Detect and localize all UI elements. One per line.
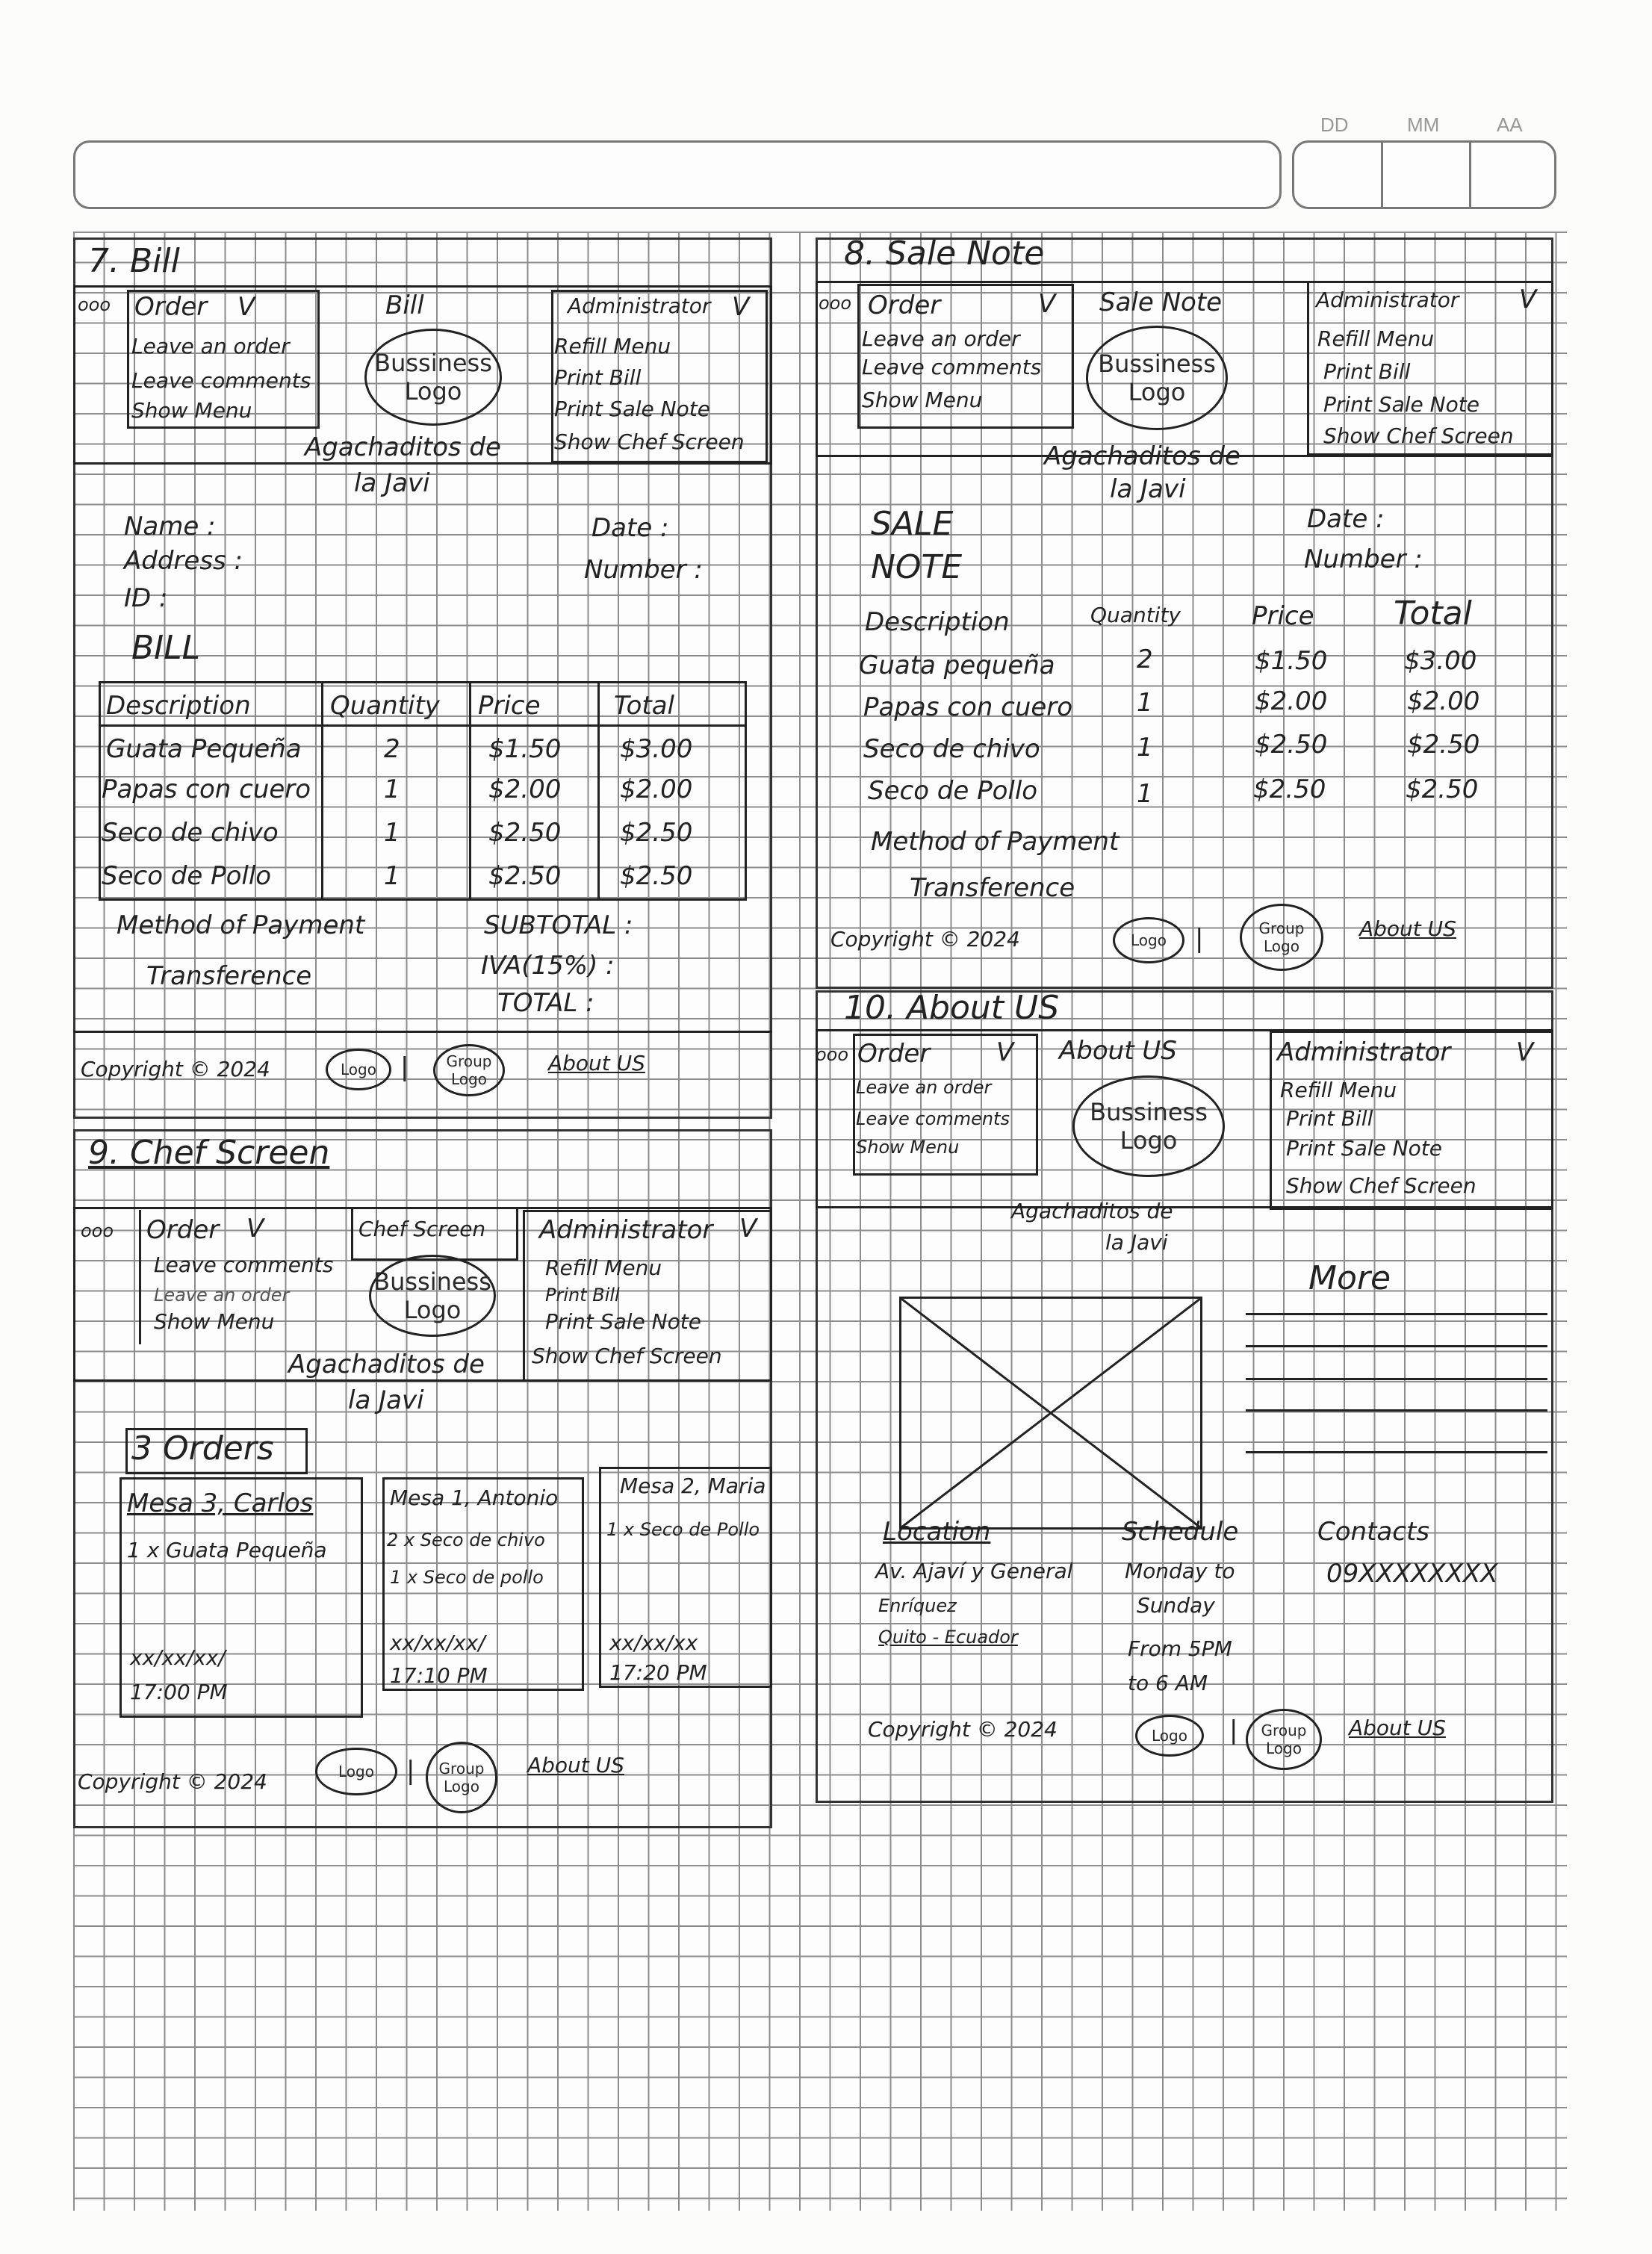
sale-note-payment-value: Transference xyxy=(910,873,1075,903)
sale-note-col-total: Total xyxy=(1394,594,1472,633)
table-row: $2.50 xyxy=(1253,774,1326,804)
bill-show-chef-screen[interactable]: Show Chef Screen xyxy=(554,429,745,454)
date-dd-label: DD xyxy=(1320,114,1349,136)
about-menu-icon[interactable]: ooo xyxy=(816,1044,849,1065)
table-row: $2.50 xyxy=(620,861,693,891)
chef-restaurant-name-2: la Javi xyxy=(348,1385,424,1415)
order-date: xx/xx/xx xyxy=(609,1630,698,1655)
about-show-chef-screen[interactable]: Show Chef Screen xyxy=(1286,1173,1476,1198)
about-section-title: 10. About US xyxy=(844,989,1060,1027)
date-aa-label: AA xyxy=(1497,114,1523,136)
about-screen-name: About US xyxy=(1059,1036,1177,1066)
bill-heading: BILL xyxy=(131,629,201,667)
about-phone: 09XXXXXXXX xyxy=(1326,1559,1498,1589)
about-footer-separator: | xyxy=(1229,1716,1238,1745)
sale-note-show-menu[interactable]: Show Menu xyxy=(862,388,983,412)
chef-menu-icon[interactable]: ooo xyxy=(81,1220,114,1241)
table-row: 1 xyxy=(1137,733,1153,763)
table-row: Guata Pequeña xyxy=(106,734,302,764)
sale-note-heading-1: SALE xyxy=(871,505,954,543)
table-row: $2.00 xyxy=(1255,686,1328,716)
about-location-label: Location xyxy=(883,1517,991,1547)
order-date: xx/xx/xx/ xyxy=(130,1645,226,1670)
bill-order-label[interactable]: Order xyxy=(134,292,208,322)
chef-orders-count: 3 Orders xyxy=(131,1429,274,1468)
table-row: $2.00 xyxy=(620,774,693,804)
table-row: Seco de Pollo xyxy=(868,776,1038,806)
table-row: 1 xyxy=(384,861,400,891)
image-placeholder-cross xyxy=(901,1299,1200,1527)
bill-refill-menu[interactable]: Refill Menu xyxy=(554,334,671,358)
bill-print-sale-note[interactable]: Print Sale Note xyxy=(554,397,710,421)
order-table: Mesa 1, Antonio xyxy=(390,1485,559,1510)
order-date: xx/xx/xx/ xyxy=(390,1630,485,1655)
sale-note-about-link[interactable]: About US xyxy=(1359,916,1456,941)
bill-name-label: Name : xyxy=(124,512,216,541)
sale-note-col-description: Description xyxy=(865,607,1010,637)
bill-table-header-line xyxy=(99,724,747,727)
bill-iva: IVA(15%) : xyxy=(481,951,615,981)
table-row: 2 xyxy=(384,734,400,764)
order-time: 17:00 PM xyxy=(130,1680,228,1704)
order-item: 1 x Seco de pollo xyxy=(390,1567,544,1588)
sale-note-print-bill[interactable]: Print Bill xyxy=(1323,359,1411,384)
about-footer-group-logo: Group Logo xyxy=(1246,1709,1322,1770)
about-restaurant-name-1: Agachaditos de xyxy=(1011,1199,1173,1223)
table-row: 1 xyxy=(384,774,400,804)
about-schedule-4: to 6 AM xyxy=(1128,1671,1208,1695)
chevron-down-icon[interactable]: V xyxy=(246,1214,264,1244)
about-location-3: Quito - Ecuador xyxy=(878,1627,1018,1648)
order-item: 1 x Seco de Pollo xyxy=(606,1519,760,1540)
order-item: 1 x Guata Pequeña xyxy=(127,1538,327,1562)
about-show-menu[interactable]: Show Menu xyxy=(856,1137,960,1158)
sale-note-footer-separator: | xyxy=(1195,924,1204,954)
bill-table-col-1 xyxy=(321,681,323,901)
order-table: Mesa 2, Maria xyxy=(620,1474,766,1498)
chef-refill-menu[interactable]: Refill Menu xyxy=(545,1255,662,1280)
sale-note-business-logo: Bussiness Logo xyxy=(1086,326,1228,430)
sale-note-heading-2: NOTE xyxy=(871,548,963,586)
about-location-1: Av. Ajaví y General xyxy=(875,1559,1073,1583)
bill-table-col-2 xyxy=(469,681,471,901)
table-row: $2.50 xyxy=(1255,730,1328,760)
sale-note-col-price: Price xyxy=(1252,601,1314,631)
bill-leave-order[interactable]: Leave an order xyxy=(131,334,290,358)
about-more-lines xyxy=(1246,1313,1547,1453)
bill-total: TOTAL : xyxy=(497,988,594,1018)
more-line xyxy=(1246,1409,1547,1412)
bill-section-title: 7. Bill xyxy=(88,242,180,280)
table-row: 1 xyxy=(1137,688,1153,718)
bill-business-logo: Bussiness Logo xyxy=(364,329,502,426)
about-schedule-2: Sunday xyxy=(1137,1593,1215,1618)
chef-footer-logo: Logo xyxy=(315,1748,397,1795)
sale-note-restaurant-name-1: Agachaditos de xyxy=(1044,441,1240,471)
chef-restaurant-name-1: Agachaditos de xyxy=(288,1350,485,1379)
chevron-down-icon[interactable]: V xyxy=(1038,289,1056,319)
more-line xyxy=(1246,1378,1547,1380)
bill-print-bill[interactable]: Print Bill xyxy=(554,365,642,390)
chef-show-chef-screen[interactable]: Show Chef Screen xyxy=(532,1344,722,1368)
bill-footer-group-logo: Group Logo xyxy=(433,1044,505,1096)
bill-admin-label[interactable]: Administrator xyxy=(568,294,711,318)
about-schedule-label: Schedule xyxy=(1122,1517,1239,1547)
about-schedule-3: From 5PM xyxy=(1128,1636,1232,1661)
about-admin-label[interactable]: Administrator xyxy=(1277,1037,1451,1067)
sale-note-restaurant-name-2: la Javi xyxy=(1110,474,1186,504)
bill-col-price: Price xyxy=(478,691,541,721)
bill-copyright: Copyright © 2024 xyxy=(81,1057,270,1081)
about-about-link[interactable]: About US xyxy=(1349,1716,1446,1740)
bill-col-description: Description xyxy=(106,691,251,721)
sale-note-number-label: Number : xyxy=(1304,544,1423,574)
bill-about-link[interactable]: About US xyxy=(548,1051,645,1075)
bill-date-label: Date : xyxy=(591,513,669,543)
sale-note-screen-name: Sale Note xyxy=(1099,288,1223,317)
table-row: 2 xyxy=(1137,645,1153,674)
table-row: $2.50 xyxy=(488,818,562,848)
chef-copyright: Copyright © 2024 xyxy=(78,1769,267,1794)
chevron-down-icon[interactable]: V xyxy=(739,1214,757,1244)
bill-col-total: Total xyxy=(614,691,674,721)
bill-number-label: Number : xyxy=(584,555,703,585)
chef-screen-name: Chef Screen xyxy=(358,1217,486,1241)
about-contacts-label: Contacts xyxy=(1317,1517,1429,1547)
chef-footer-separator: | xyxy=(406,1756,415,1786)
table-row: 1 xyxy=(1137,779,1153,809)
sale-note-admin-label[interactable]: Administrator xyxy=(1316,288,1459,312)
bill-footer-logo: Logo xyxy=(326,1049,391,1090)
table-row: Papas con cuero xyxy=(102,774,311,804)
name-field[interactable] xyxy=(73,140,1282,209)
table-row: $2.50 xyxy=(620,818,693,848)
table-row: Seco de chivo xyxy=(102,818,279,848)
date-divider-2 xyxy=(1469,143,1471,207)
date-mm-label: MM xyxy=(1407,114,1440,136)
sale-note-leave-order[interactable]: Leave an order xyxy=(862,326,1020,351)
table-row: $1.50 xyxy=(488,734,562,764)
about-location-2: Enríquez xyxy=(878,1595,957,1616)
sale-note-payment-label: Method of Payment xyxy=(871,827,1120,857)
bill-screen-name: Bill xyxy=(385,291,424,320)
chef-order-dropdown-edge xyxy=(139,1210,141,1344)
about-business-logo: Bussiness Logo xyxy=(1072,1075,1225,1177)
bill-leave-comments[interactable]: Leave comments xyxy=(131,368,311,393)
chef-leave-order[interactable]: Leave an order xyxy=(154,1285,290,1305)
table-row: $3.00 xyxy=(620,734,693,764)
about-schedule-1: Monday to xyxy=(1125,1559,1235,1583)
bill-footer-separator: | xyxy=(400,1052,409,1082)
bill-address-label: Address : xyxy=(124,546,243,576)
sale-note-refill-menu[interactable]: Refill Menu xyxy=(1317,326,1435,351)
table-row: $2.50 xyxy=(1407,730,1480,760)
bill-restaurant-name-2: la Javi xyxy=(354,468,430,498)
bill-subtotal: SUBTOTAL : xyxy=(484,910,633,940)
chef-about-link[interactable]: About US xyxy=(527,1753,624,1778)
sale-note-section-title: 8. Sale Note xyxy=(844,235,1045,273)
chef-print-sale-note[interactable]: Print Sale Note xyxy=(545,1309,701,1334)
about-leave-order[interactable]: Leave an order xyxy=(856,1077,992,1098)
order-item: 2 x Seco de chivo xyxy=(387,1530,545,1550)
sale-note-footer-group-logo: Group Logo xyxy=(1240,904,1323,971)
chef-print-bill[interactable]: Print Bill xyxy=(545,1285,620,1305)
table-row: 1 xyxy=(384,818,400,848)
bill-table-col-3 xyxy=(597,681,600,901)
table-row: $2.50 xyxy=(1406,774,1479,804)
chef-business-logo: Bussiness Logo xyxy=(369,1255,496,1337)
chef-section-title: 9. Chef Screen xyxy=(88,1134,330,1172)
chef-admin-label[interactable]: Administrator xyxy=(539,1215,713,1245)
about-refill-menu[interactable]: Refill Menu xyxy=(1280,1078,1397,1102)
chevron-down-icon[interactable]: V xyxy=(237,292,255,322)
about-print-sale-note[interactable]: Print Sale Note xyxy=(1286,1136,1442,1161)
table-row: Guata pequeña xyxy=(859,651,1055,680)
chevron-down-icon[interactable]: V xyxy=(1519,285,1537,314)
order-time: 17:20 PM xyxy=(609,1660,707,1685)
bill-id-label: ID : xyxy=(124,583,168,613)
chef-footer-group-logo: Group Logo xyxy=(426,1742,497,1813)
bill-restaurant-name-1: Agachaditos de xyxy=(305,432,501,462)
sale-note-show-chef-screen[interactable]: Show Chef Screen xyxy=(1323,423,1514,448)
date-field[interactable] xyxy=(1292,140,1556,209)
about-copyright: Copyright © 2024 xyxy=(868,1717,1058,1742)
about-footer-logo: Logo xyxy=(1135,1715,1204,1757)
table-row: Papas con cuero xyxy=(863,692,1073,722)
table-row: Seco de Pollo xyxy=(102,861,272,891)
bill-payment-label: Method of Payment xyxy=(117,910,365,940)
about-image-placeholder xyxy=(899,1297,1202,1530)
chevron-down-icon[interactable]: V xyxy=(1516,1037,1534,1067)
table-row: $2.00 xyxy=(488,774,562,804)
sale-note-print-sale-note[interactable]: Print Sale Note xyxy=(1323,392,1479,417)
bill-payment-value: Transference xyxy=(146,961,312,991)
table-row: $2.50 xyxy=(488,861,562,891)
chef-show-menu[interactable]: Show Menu xyxy=(154,1309,275,1334)
table-row: Seco de chivo xyxy=(863,734,1040,764)
chef-leave-comments[interactable]: Leave comments xyxy=(154,1252,334,1277)
sale-note-date-label: Date : xyxy=(1307,504,1385,534)
about-order-label[interactable]: Order xyxy=(857,1039,931,1069)
sale-note-menu-icon[interactable]: ooo xyxy=(819,293,852,314)
chef-order-label[interactable]: Order xyxy=(146,1215,220,1245)
sale-note-footer-logo: Logo xyxy=(1113,917,1184,963)
about-leave-comments[interactable]: Leave comments xyxy=(856,1108,1010,1129)
chevron-down-icon[interactable]: V xyxy=(996,1037,1014,1067)
more-line xyxy=(1246,1345,1547,1347)
bill-col-quantity: Quantity xyxy=(330,691,440,721)
table-row: $3.00 xyxy=(1404,646,1477,676)
bill-show-menu[interactable]: Show Menu xyxy=(131,398,252,423)
table-row: $2.00 xyxy=(1407,686,1480,716)
table-row: $1.50 xyxy=(1255,646,1328,676)
about-print-bill[interactable]: Print Bill xyxy=(1286,1106,1373,1131)
chevron-down-icon[interactable]: V xyxy=(732,292,750,322)
sale-note-order-label[interactable]: Order xyxy=(868,291,941,320)
bill-footer-line xyxy=(73,1031,772,1033)
about-more-heading: More xyxy=(1308,1259,1391,1297)
sale-note-copyright: Copyright © 2024 xyxy=(830,927,1020,951)
bill-menu-icon[interactable]: ooo xyxy=(78,294,111,315)
about-restaurant-name-2: la Javi xyxy=(1105,1230,1168,1255)
date-divider-1 xyxy=(1381,143,1383,207)
order-table: Mesa 3, Carlos xyxy=(127,1488,314,1518)
sale-note-col-quantity: Quantity xyxy=(1090,603,1181,627)
sale-note-leave-comments[interactable]: Leave comments xyxy=(862,355,1042,379)
order-time: 17:10 PM xyxy=(390,1663,488,1688)
